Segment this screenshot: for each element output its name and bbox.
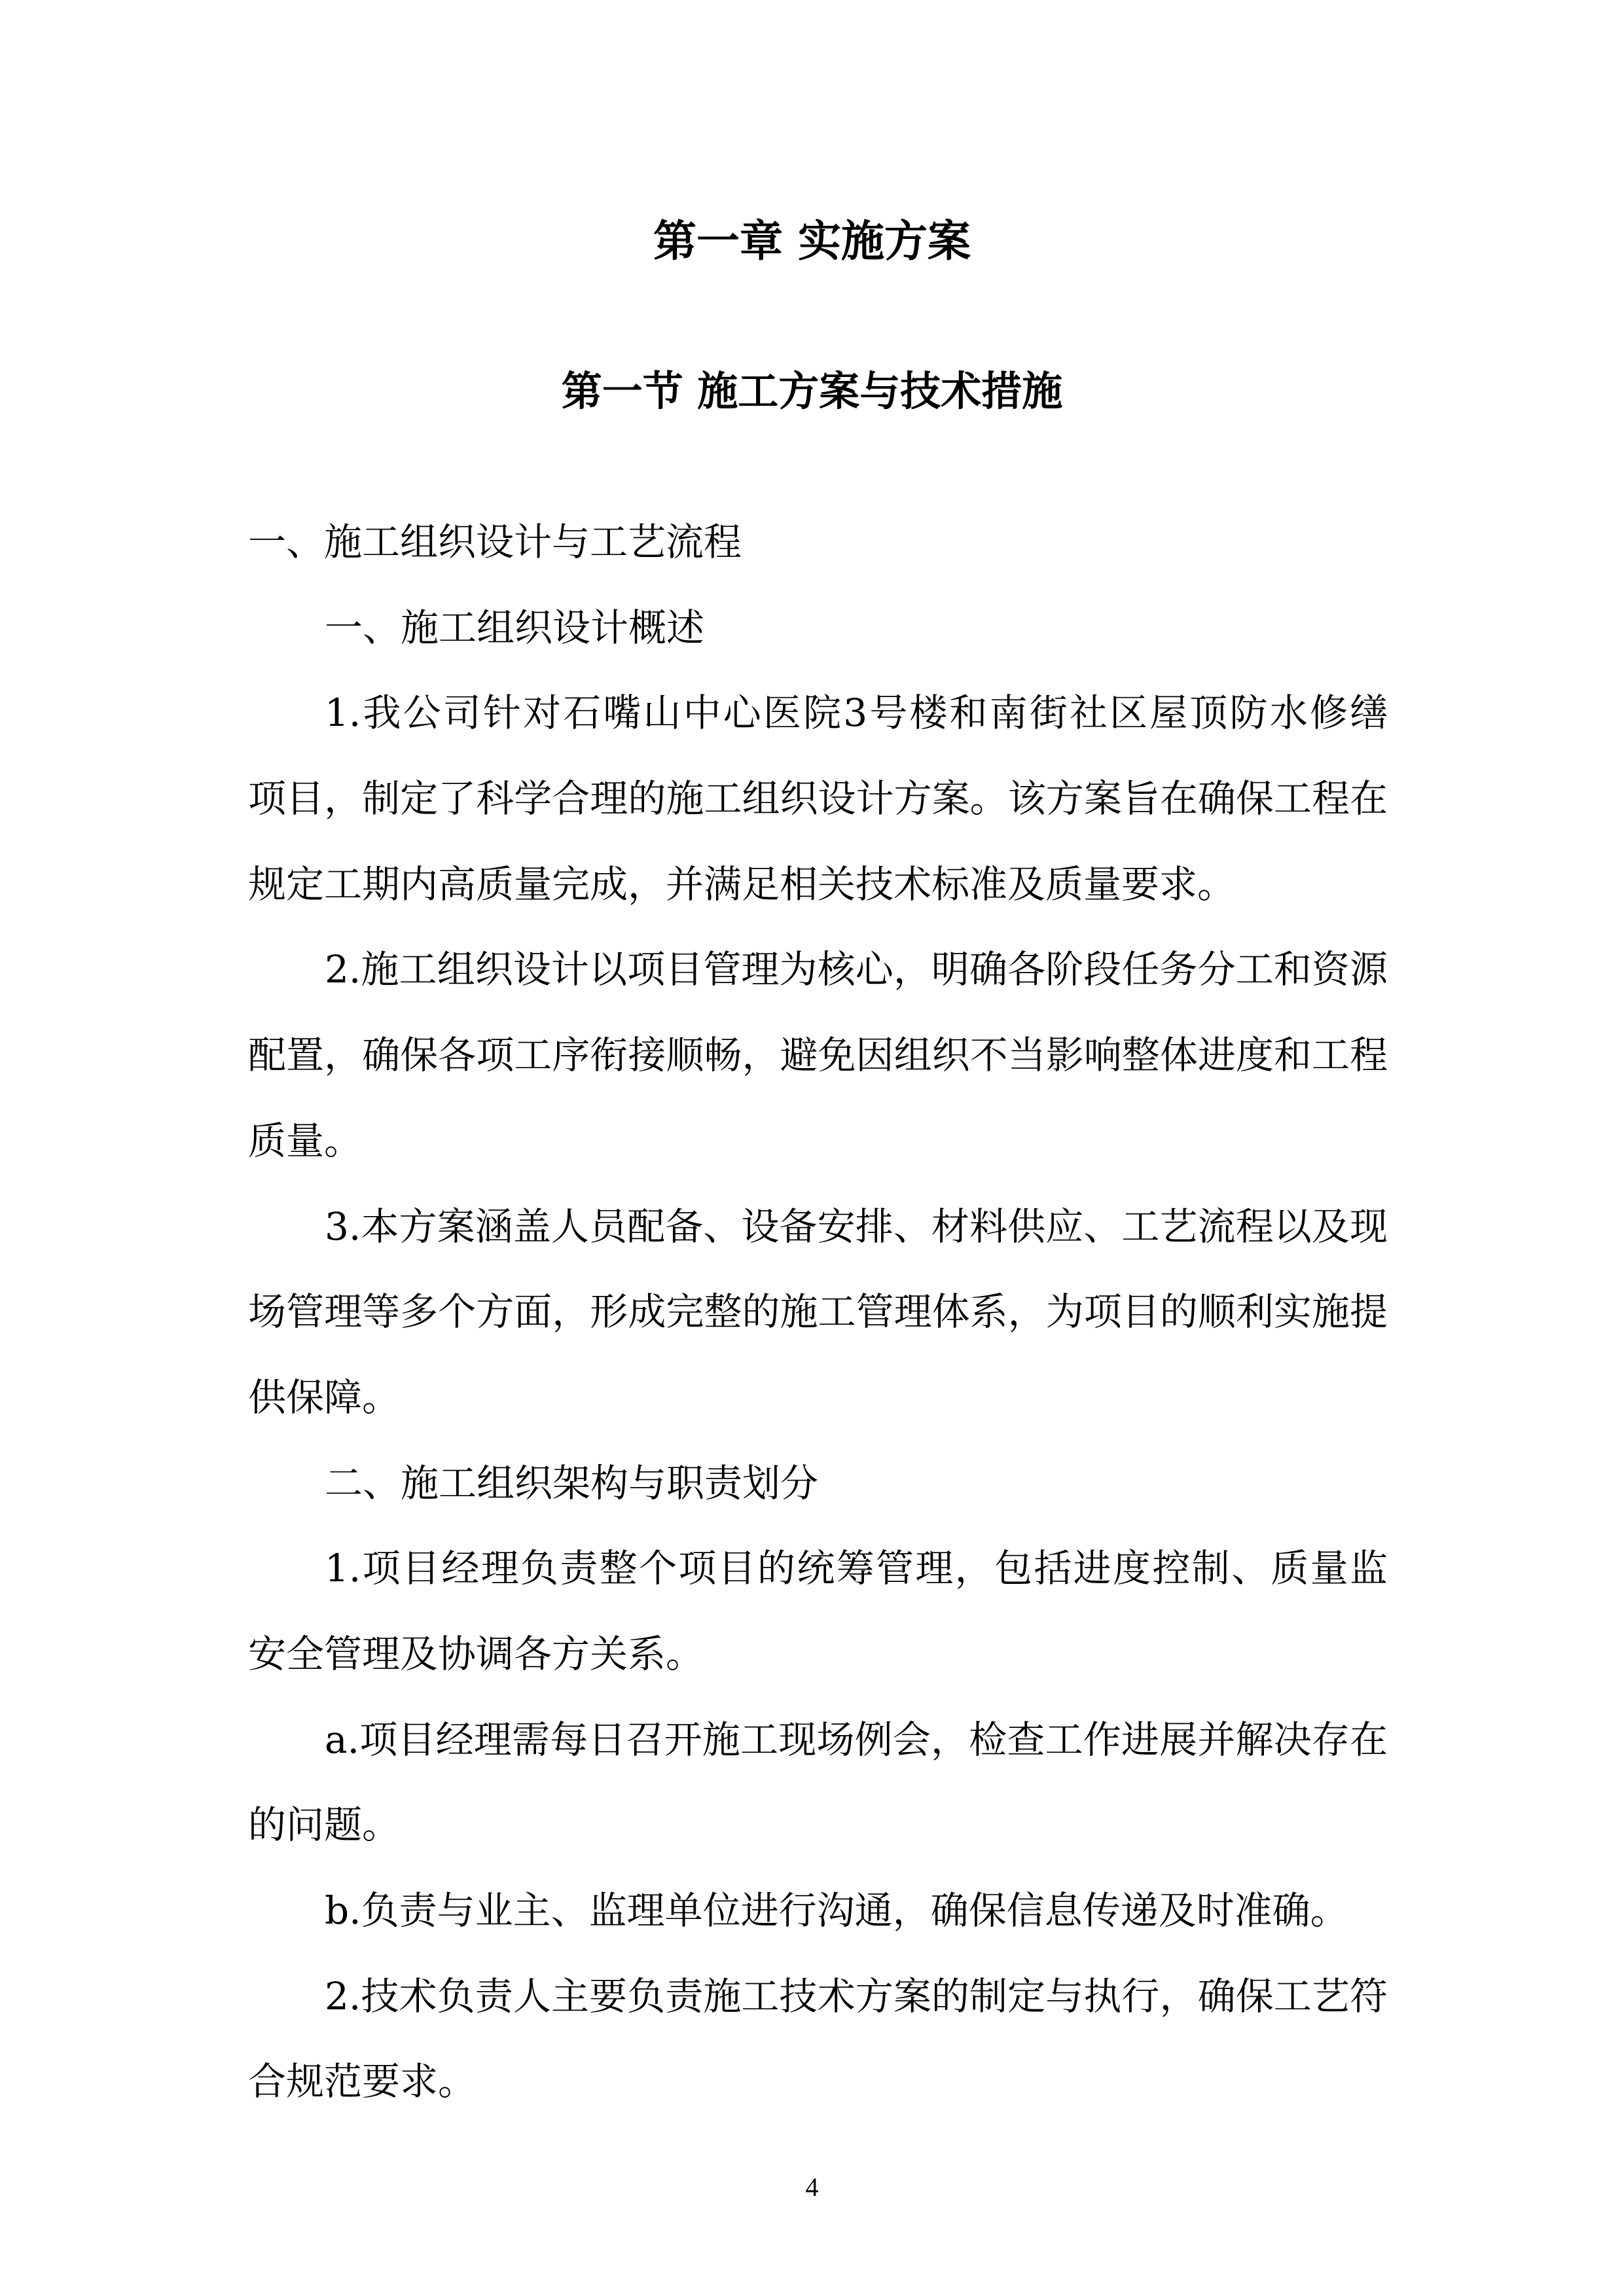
paragraph-line-first: 一、施工组织设计与工艺流程 [248, 520, 742, 564]
paragraph-line: 项目，制定了科学合理的施工组织设计方案。该方案旨在确保工程在 [248, 776, 1388, 821]
paragraph-line: 场管理等多个方面，形成完整的施工管理体系，为项目的顺利实施提 [248, 1289, 1388, 1335]
paragraph-line-first: 2.施工组织设计以项目管理为核心，明确各阶段任务分工和资源 [325, 947, 1388, 992]
paragraph-line-first: a.项目经理需每日召开施工现场例会，检查工作进展并解决存在 [325, 1717, 1388, 1762]
chapter-title: 第一章 实施方案 [653, 215, 971, 266]
page-number: 4 [805, 2172, 819, 2202]
section-title: 第一节 施工方案与技术措施 [561, 367, 1063, 415]
paragraph-line: 合规范要求。 [248, 2059, 477, 2104]
paragraph-line: 规定工期内高质量完成，并满足相关技术标准及质量要求。 [248, 861, 1236, 906]
paragraph-line-first: b.负责与业主、监理单位进行沟通，确保信息传递及时准确。 [325, 1888, 1348, 1933]
paragraph-line-first: 2.技术负责人主要负责施工技术方案的制定与执行，确保工艺符 [325, 1973, 1388, 2018]
paragraph-line-first: 1.我公司针对石嘴山中心医院3号楼和南街社区屋顶防水修缮 [325, 691, 1388, 736]
paragraph-line: 的问题。 [248, 1803, 401, 1848]
paragraph-line-first: 3.本方案涵盖人员配备、设备安排、材料供应、工艺流程以及现 [325, 1204, 1388, 1249]
paragraph-line: 安全管理及协调各方关系。 [248, 1631, 704, 1676]
paragraph-line-first: 二、施工组织架构与职责划分 [325, 1460, 819, 1505]
paragraph-line: 质量。 [248, 1118, 363, 1163]
paragraph-line-first: 1.项目经理负责整个项目的统筹管理，包括进度控制、质量监 [325, 1546, 1388, 1591]
paragraph-line: 配置，确保各项工序衔接顺畅，避免因组织不当影响整体进度和工程 [248, 1033, 1388, 1078]
paragraph-line-first: 一、施工组织设计概述 [325, 605, 705, 650]
paragraph-line: 供保障。 [248, 1374, 401, 1420]
document-body [248, 499, 1388, 2125]
